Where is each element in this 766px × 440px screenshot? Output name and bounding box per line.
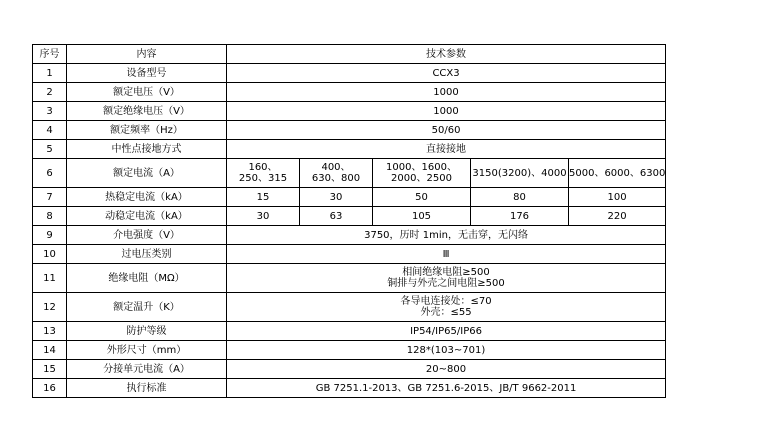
row-no: 3 [33,102,67,121]
table-row [33,293,666,322]
rated-current-line: 1000、1600、 [386,162,457,173]
row-no: 5 [33,140,67,159]
row-no: 10 [33,245,67,264]
rated-current-line: 2000、2500 [391,173,452,184]
row-value: 176 [471,207,569,226]
row-value: 128*(103~701) [227,341,666,360]
table-row [33,121,666,140]
table-row [33,379,666,398]
row-no: 4 [33,121,67,140]
row-item: 外形尺寸（mm） [67,341,227,360]
row-item: 热稳定电流（kA） [67,188,227,207]
row-value: 80 [471,188,569,207]
row-item: 动稳定电流（kA） [67,207,227,226]
value-line: 各导电连接处：≤70 [400,296,492,307]
row-item: 额定电压（V） [67,83,227,102]
row-item: 额定频率（Hz） [67,121,227,140]
row-item: 介电强度（V） [67,226,227,245]
rated-current-cell: 5000、6000、6300 [569,159,666,188]
rated-current-cell [227,159,300,188]
row-item: 额定温升（K） [67,293,227,322]
rated-current-cell: 3150(3200)、4000 [471,159,569,188]
row-item: 防护等级 [67,322,227,341]
row-value: 63 [300,207,373,226]
row-value: 50/60 [227,121,666,140]
value-line: 铜排与外壳之间电阻≥500 [387,278,505,289]
rated-current-line: 160、 [248,162,278,173]
table-row [33,341,666,360]
value-line: 外壳：≤55 [420,307,472,318]
row-value: Ⅲ [227,245,666,264]
table-row [33,245,666,264]
header-item: 内容 [67,45,227,64]
row-no: 11 [33,264,67,293]
table-row [33,159,666,188]
row-no: 16 [33,379,67,398]
rated-current-line: 250、315 [238,173,288,184]
table-row [33,207,666,226]
row-no: 9 [33,226,67,245]
row-value: 直接接地 [227,140,666,159]
row-value: 100 [569,188,666,207]
row-no: 14 [33,341,67,360]
table-row [33,264,666,293]
row-item: 分接单元电流（A） [67,360,227,379]
row-no: 13 [33,322,67,341]
row-value: 3750，历时 1min，无击穿，无闪络 [227,226,666,245]
row-value: 15 [227,188,300,207]
row-item: 额定电流（A） [67,159,227,188]
row-item: 设备型号 [67,64,227,83]
row-no: 8 [33,207,67,226]
row-value: 1000 [227,83,666,102]
table-row [33,83,666,102]
row-item: 额定绝缘电压（V） [67,102,227,121]
row-no: 6 [33,159,67,188]
row-value: 220 [569,207,666,226]
row-value: GB 7251.1-2013、GB 7251.6-2015、JB/T 9662-2011 [227,379,666,398]
row-value [227,264,666,293]
row-no: 12 [33,293,67,322]
row-item: 绝缘电阻（MΩ） [67,264,227,293]
table-row [33,64,666,83]
table-header-row [33,45,666,64]
row-no: 7 [33,188,67,207]
table-row [33,102,666,121]
row-no: 2 [33,83,67,102]
rated-current-cell [300,159,373,188]
rated-current-cell [373,159,471,188]
rated-current-line: 400、 [321,162,351,173]
header-param: 技术参数 [227,45,666,64]
row-no: 1 [33,64,67,83]
header-no: 序号 [33,45,67,64]
rated-current-line: 630、800 [311,173,361,184]
table-row [33,140,666,159]
table-row [33,360,666,379]
row-value: 30 [300,188,373,207]
row-no: 15 [33,360,67,379]
table-row [33,226,666,245]
row-value: IP54/IP65/IP66 [227,322,666,341]
row-value: 20~800 [227,360,666,379]
row-value: 1000 [227,102,666,121]
row-value: 50 [373,188,471,207]
row-value: CCX3 [227,64,666,83]
row-value [227,293,666,322]
row-item: 中性点接地方式 [67,140,227,159]
row-item: 过电压类别 [67,245,227,264]
value-line: 相间绝缘电阻≥500 [402,267,490,278]
row-item: 执行标准 [67,379,227,398]
row-value: 30 [227,207,300,226]
table-row [33,188,666,207]
spec-table [32,44,666,398]
row-value: 105 [373,207,471,226]
table-row [33,322,666,341]
